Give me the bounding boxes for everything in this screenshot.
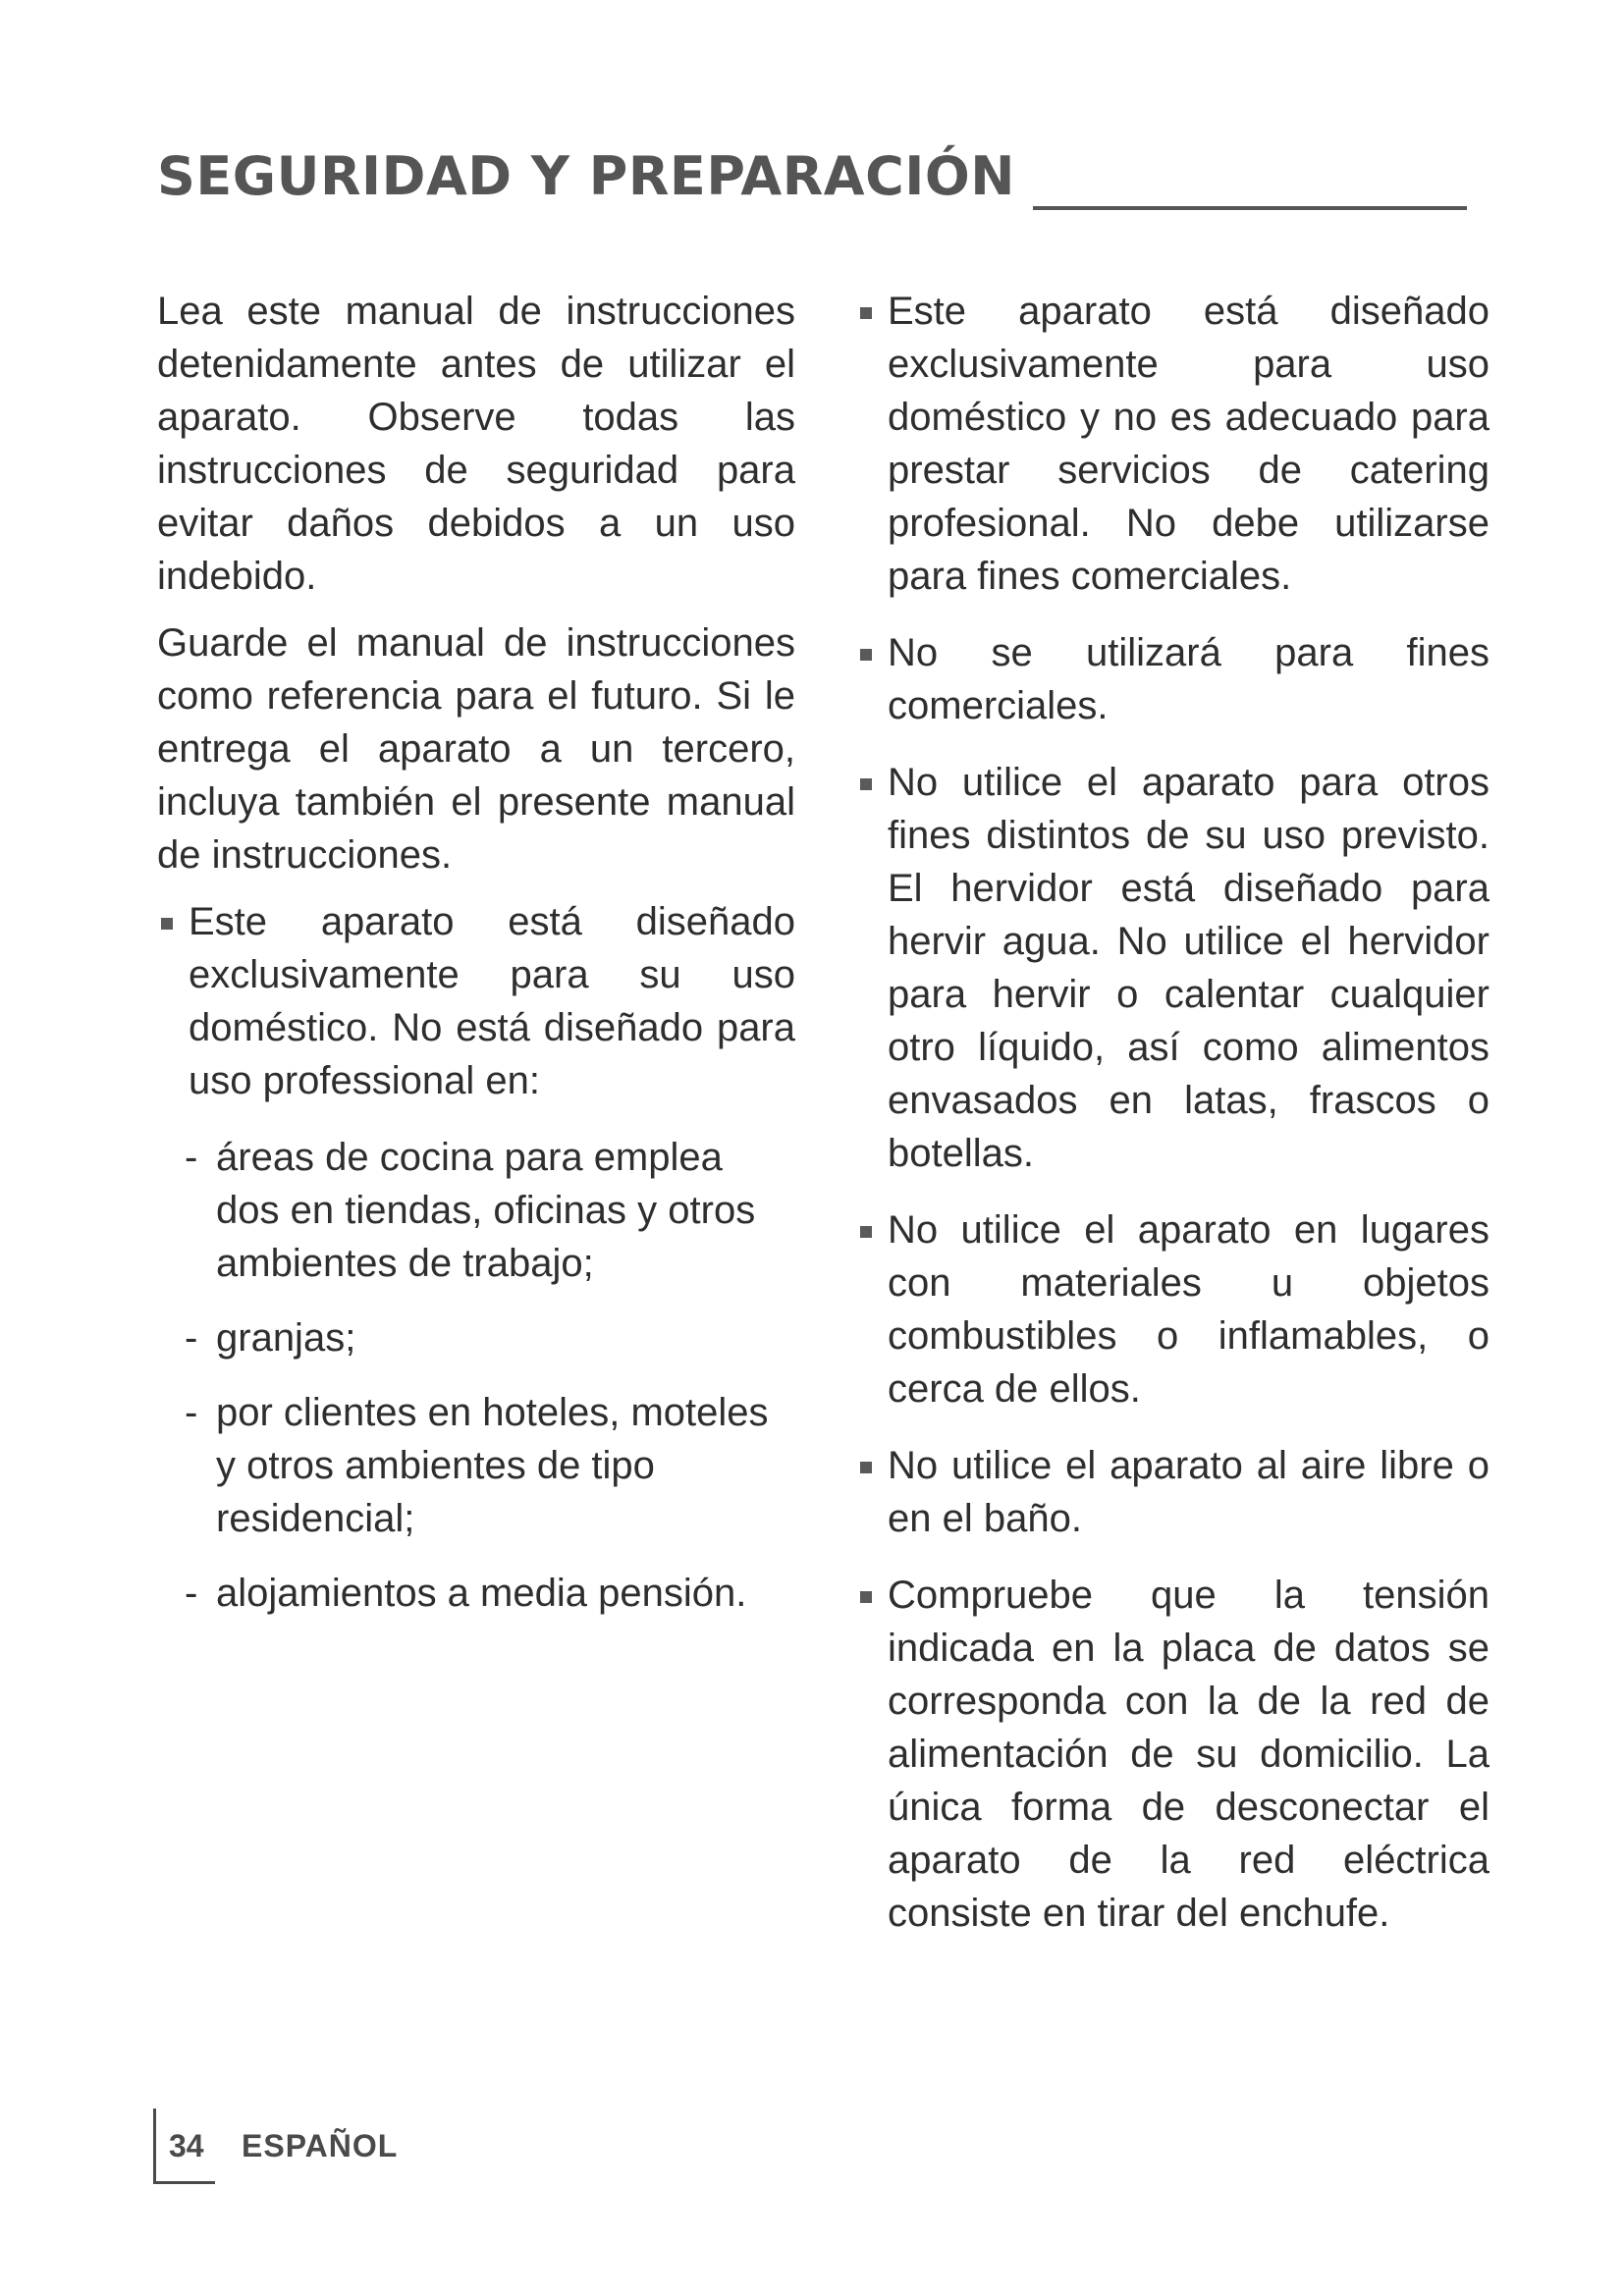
- footer-language: ESPAÑOL: [242, 2128, 399, 2163]
- intro-paragraph: Lea este manual de instrucciones detenidamente antes de utilizar el aparato. Observe todas las instrucciones de seguridad para evitar daños debidos a un uso indebido.: [157, 290, 795, 598]
- intro-paragraph: Guarde el manual de instrucciones como referencia para el futuro. Si le entrega el aparato a un tercero, incluya también el presente manual de instrucciones.: [157, 621, 795, 877]
- list-item-text: No utilice el aparato en lugares con materiales u objetos combustibles o inflamables, o cerca de ellos.: [888, 1208, 1489, 1411]
- square-bullet-icon: [860, 1226, 872, 1238]
- list-item-text: No utilice el aparato para otros fines distintos de su uso previsto. El hervidor está diseñado para hervir agua. No utilice el hervidor para hervir o calentar cualquier otro líquido, así como alimentos envasados en latas, frascos o botellas.: [888, 761, 1489, 1175]
- left-column: [157, 285, 795, 1641]
- square-bullet-icon: [860, 307, 872, 319]
- list-item: [856, 626, 1489, 732]
- dash-item-text: alojamientos a media pensión.: [216, 1572, 747, 1615]
- page-number: 34: [169, 2128, 204, 2163]
- dash-item-text: por clientes en hoteles, moteles y otros ambientes de tipo residencial;: [216, 1391, 769, 1540]
- dash-icon: -: [185, 1136, 198, 1179]
- dash-icon: -: [185, 1316, 198, 1360]
- square-bullet-icon: [860, 649, 872, 661]
- list-item-text: Compruebe que la tensión indicada en la placa de datos se corresponda con la de la red de alimentación de su domicilio. La única forma de desconectar el aparato de la red eléctrica consiste en tirar del enchufe.: [888, 1574, 1489, 1935]
- dash-icon: -: [185, 1391, 198, 1434]
- square-bullet-icon: [860, 1462, 872, 1473]
- right-column: [856, 285, 1489, 1963]
- dash-icon: -: [185, 1572, 198, 1615]
- list-item-text: Este aparato está diseñado exclusivamente para su uso doméstico. No está diseñado para uso professional en:: [189, 900, 795, 1102]
- dash-item: [157, 1567, 795, 1620]
- list-item-text: Este aparato está diseñado exclusivamente para uso doméstico y no es adecuado para prestar servicios de catering profesional. No debe utilizarse para fines comerciales.: [888, 290, 1489, 598]
- list-item: [157, 895, 795, 1107]
- list-item: [856, 1569, 1489, 1940]
- dash-item: [157, 1131, 795, 1290]
- page-title: SEGURIDAD Y PREPARACIÓN: [157, 145, 1015, 207]
- dash-item: [157, 1386, 795, 1545]
- square-bullet-icon: [860, 778, 872, 790]
- dash-item-text: áreas de cocina para emplea dos en tiendas, oficinas y otros ambientes de trabajo;: [216, 1136, 756, 1285]
- list-item-text: No se utilizará para fines comerciales.: [888, 631, 1489, 727]
- list-item: [856, 1439, 1489, 1545]
- list-item: [856, 285, 1489, 603]
- list-item-text: No utilice el aparato al aire libre o en el baño.: [888, 1444, 1489, 1540]
- dash-item-text: granjas;: [216, 1316, 356, 1360]
- list-item: [856, 1203, 1489, 1415]
- title-rule: [1033, 206, 1467, 210]
- list-item: [856, 756, 1489, 1180]
- square-bullet-icon: [161, 918, 173, 930]
- dash-item: [157, 1311, 795, 1364]
- square-bullet-icon: [860, 1591, 872, 1603]
